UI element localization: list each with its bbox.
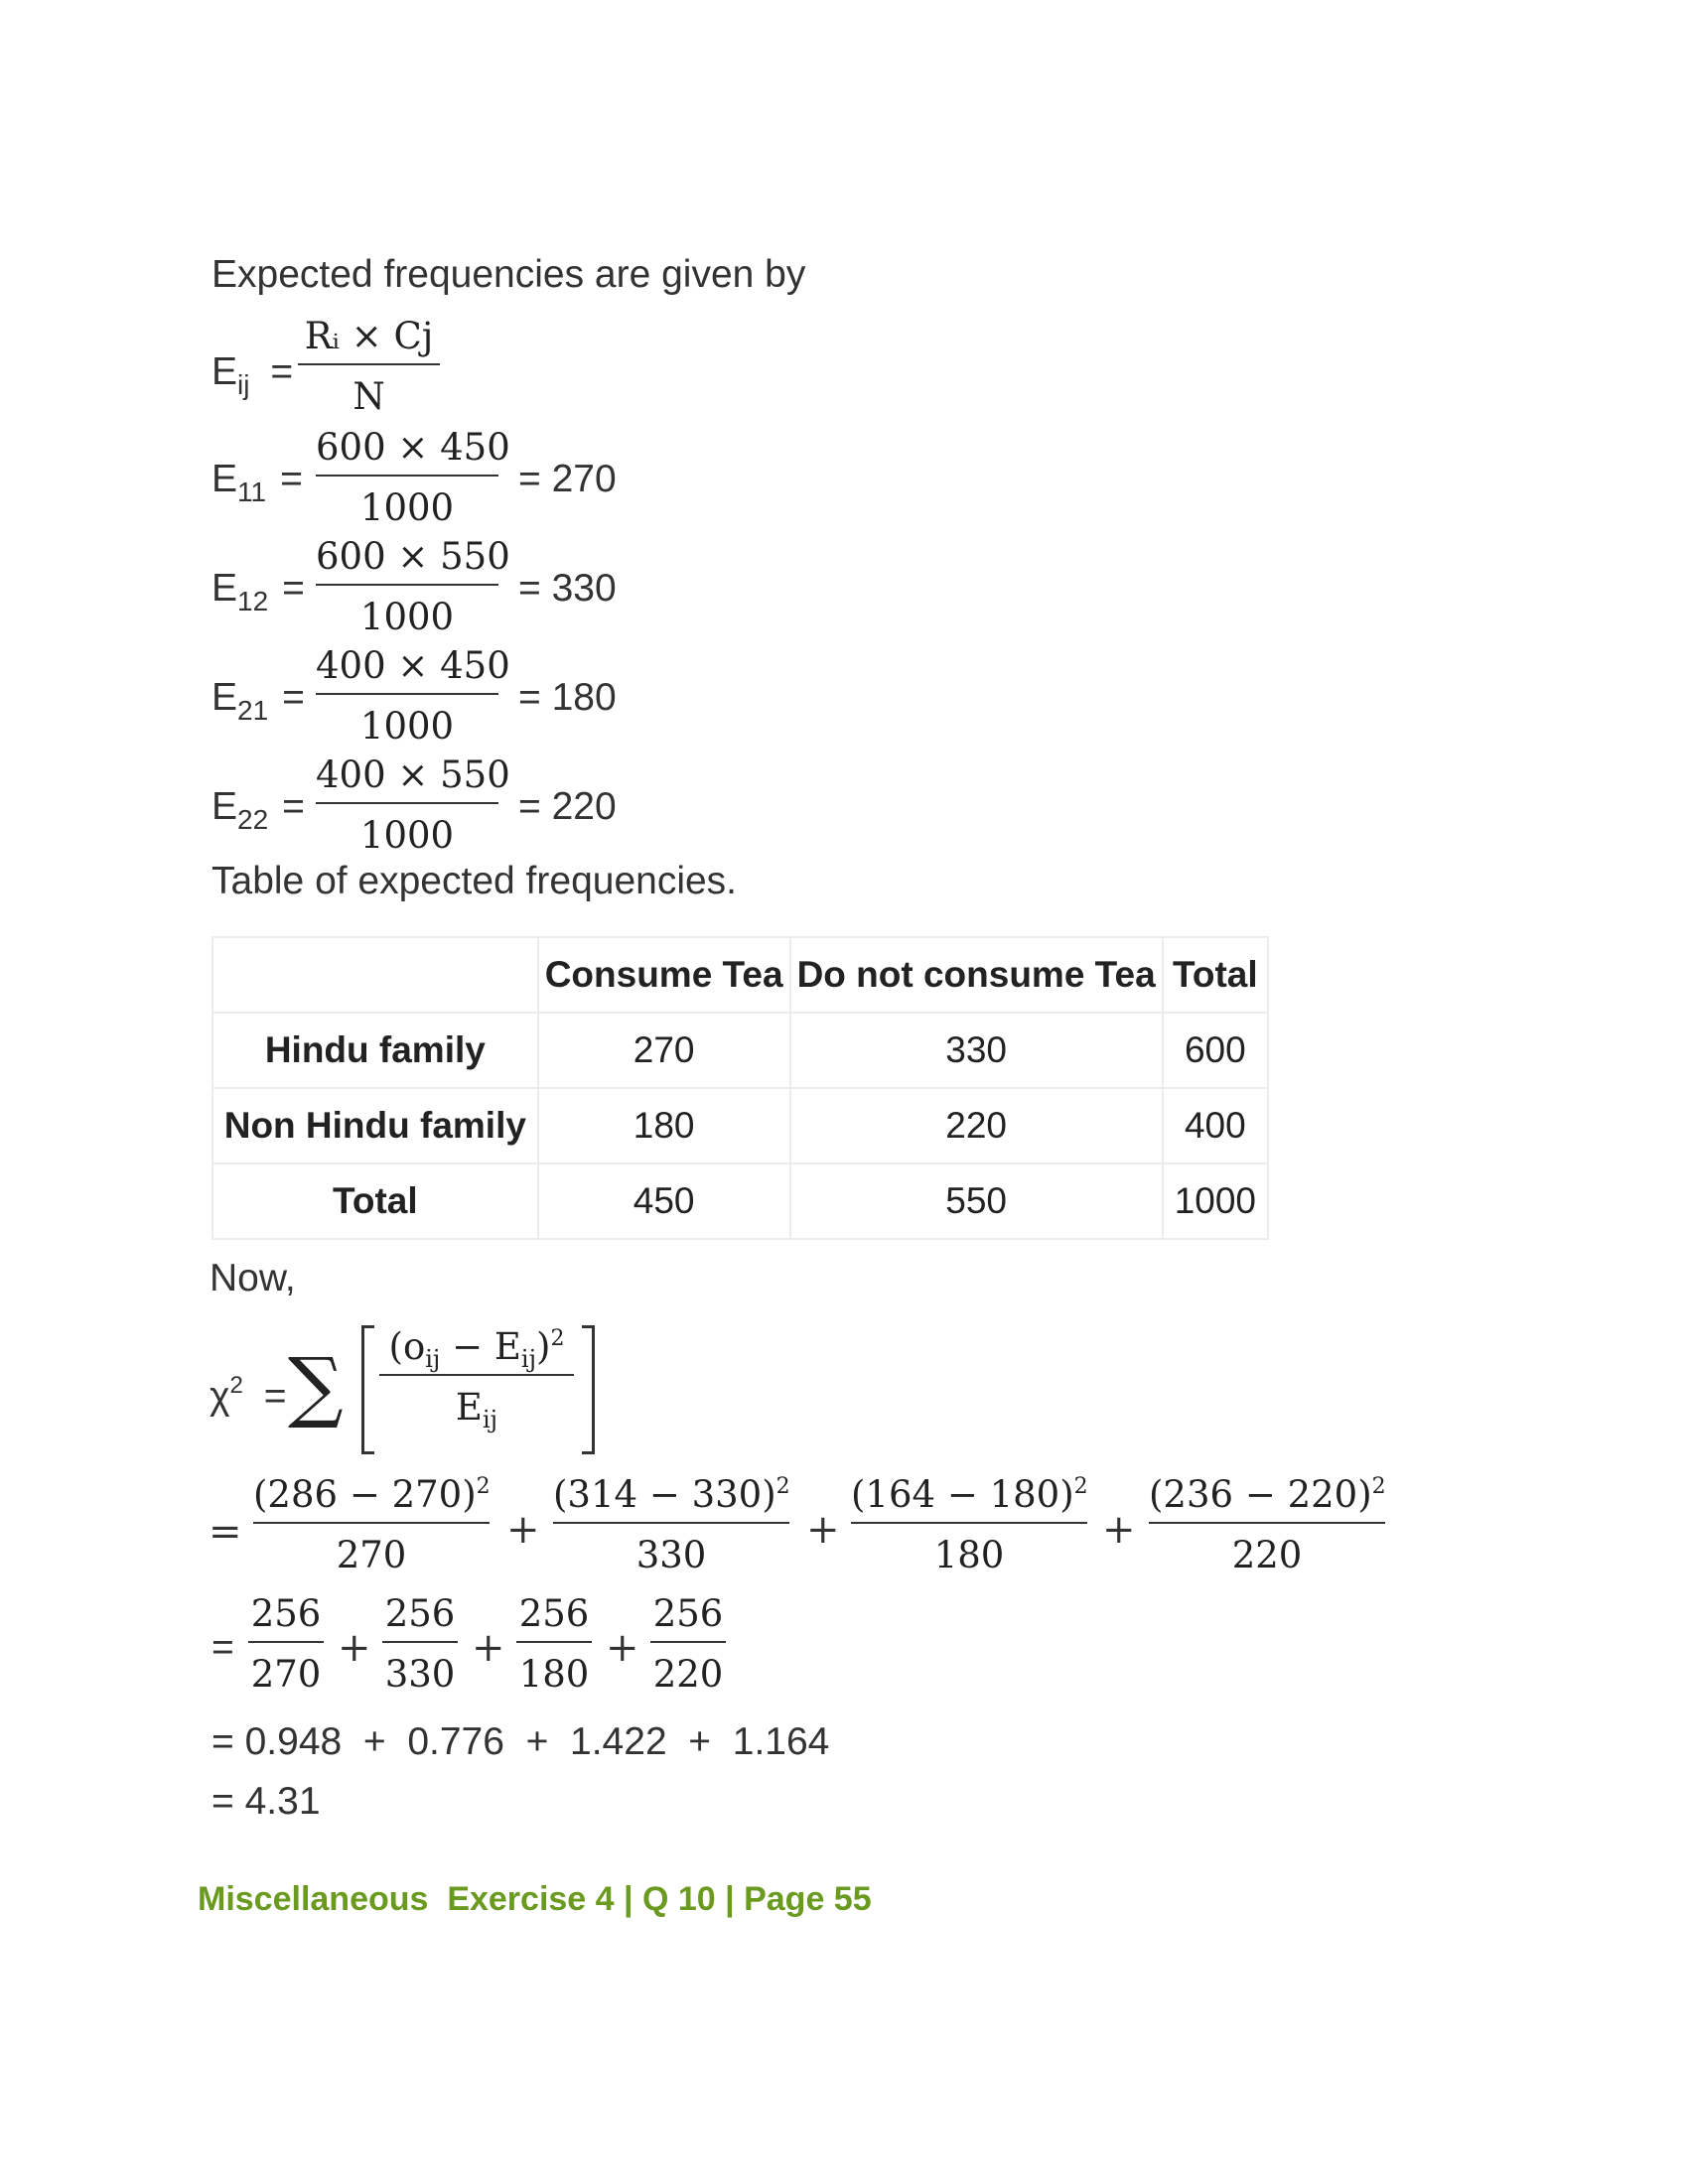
chi-symbol: χ (210, 1375, 230, 1418)
plus-sign: + (1102, 1507, 1136, 1553)
expected-result-12: = 330 (518, 567, 617, 610)
step2-numerator: 256 (652, 1592, 724, 1635)
table-cell: 450 (538, 1163, 790, 1239)
table-header-cell (212, 937, 538, 1013)
expected-frequency-table (211, 936, 1269, 1240)
fraction-bar (516, 1641, 592, 1643)
expected-lhs-11: $E_{11}$ = (211, 458, 303, 507)
formula-lhs (211, 350, 294, 400)
table-header-cell: Consume Tea (538, 937, 790, 1013)
table-header-row (212, 937, 1268, 1013)
table-cell: 180 (538, 1088, 790, 1163)
fraction-bar (316, 802, 498, 804)
fraction-bar (650, 1641, 726, 1643)
step1-denominator: 180 (933, 1534, 1005, 1576)
step2-denominator: 270 (250, 1653, 322, 1696)
step2-numerator: 256 (250, 1592, 322, 1635)
table-row-label: Total (212, 1163, 538, 1239)
formula-e: E (211, 350, 238, 393)
chi-eq: = (263, 1375, 287, 1418)
fraction-bar (382, 1641, 458, 1643)
sigma-icon: ∑ (288, 1342, 344, 1432)
step1-denominator: 330 (635, 1534, 707, 1576)
expected-sub-21: 21 (237, 695, 269, 726)
step2-numerator: 256 (518, 1592, 590, 1635)
expected-lhs-12: $E_{12}$ = (211, 567, 305, 616)
expected-lhs-21: $E_{21}$ = (211, 676, 305, 726)
chi-sup: 2 (229, 1372, 243, 1399)
fraction-bar (316, 693, 498, 695)
table-row-label: Hindu family (212, 1013, 538, 1088)
table-cell: 220 (790, 1088, 1163, 1163)
left-bracket-icon (361, 1325, 374, 1454)
chi-fraction (379, 1325, 574, 1433)
expected-denominator-11: 1000 (359, 486, 455, 529)
fraction-bar (248, 1641, 324, 1643)
step1-eq: = (209, 1509, 242, 1555)
table-cell: 270 (538, 1013, 790, 1088)
now-text: Now, (210, 1257, 296, 1299)
expected-fraction-22 (316, 753, 510, 857)
fraction-bar (316, 584, 498, 586)
formula-eq: = (270, 350, 294, 393)
step1-numerator: (286 − 270) (253, 1473, 477, 1516)
fraction-bar (298, 363, 440, 365)
table-cell: 1000 (1163, 1163, 1268, 1239)
expected-fraction-12 (316, 535, 510, 638)
step2-denominator: 220 (652, 1653, 724, 1696)
exercise-reference-link[interactable]: Miscellaneous Exercise 4 | Q 10 | Page 55 (198, 1880, 872, 1918)
expected-denominator-22: 1000 (359, 814, 455, 857)
step1-numerator: (236 − 220) (1149, 1473, 1372, 1516)
formula-fraction (298, 315, 440, 418)
step2-term-3 (516, 1592, 592, 1696)
plus-sign: + (606, 1625, 639, 1671)
fraction-bar (253, 1522, 490, 1524)
table-row-label: Non Hindu family (212, 1088, 538, 1163)
step1-term-2: $(314 - 330)^2$ 330 (553, 1473, 790, 1576)
table-cell: 330 (790, 1013, 1163, 1088)
expected-sub-12: 12 (237, 586, 269, 616)
expected-numerator-12: 600 × 550 (316, 535, 510, 578)
fraction-bar (316, 475, 498, 477)
table-cell: 400 (1163, 1088, 1268, 1163)
formula-numerator: Rᵢ × Cj (304, 315, 434, 357)
expected-denominator-21: 1000 (359, 705, 455, 748)
table-row (212, 1013, 1268, 1088)
step1-denominator: 220 (1231, 1534, 1303, 1576)
fraction-bar (553, 1522, 789, 1524)
table-caption: Table of expected frequencies. (211, 860, 738, 902)
expected-numerator-22: 400 × 550 (316, 753, 510, 796)
step2-term-1 (248, 1592, 324, 1696)
table-header-cell: Total (1163, 937, 1268, 1013)
table-cell: 600 (1163, 1013, 1268, 1088)
step2-denominator: 180 (518, 1653, 590, 1696)
step2-term-4 (650, 1592, 726, 1696)
formula-e-sub: ij (237, 369, 250, 400)
expected-numerator-21: 400 × 450 (316, 644, 510, 687)
table-cell: 550 (790, 1163, 1163, 1239)
plus-sign: + (472, 1625, 505, 1671)
step1-numerator: (314 − 330) (553, 1473, 776, 1516)
plus-sign: + (506, 1507, 540, 1553)
step3-text: = 0.948 + 0.776 + 1.422 + 1.164 (211, 1720, 830, 1763)
expected-numerator-11: 600 × 450 (316, 426, 510, 469)
step1-denominator: 270 (336, 1534, 407, 1576)
chi-denominator: $E_{ij}$ (455, 1386, 498, 1433)
step2-term-2 (382, 1592, 458, 1696)
fraction-bar (379, 1374, 574, 1376)
intro-text: Expected frequencies are given by (211, 253, 806, 296)
expected-lhs-22: $E_{22}$ = (211, 785, 305, 835)
chi-lhs (210, 1372, 287, 1418)
chi-numerator: $(o_{ij} - E_{ij})^2$ (388, 1325, 565, 1373)
expected-result-21: = 180 (518, 676, 617, 719)
expected-fraction-11 (316, 426, 510, 529)
step2-numerator: 256 (384, 1592, 456, 1635)
fraction-bar (1149, 1522, 1385, 1524)
expected-sub-11: 11 (237, 477, 267, 507)
fraction-bar (851, 1522, 1087, 1524)
right-bracket-icon (582, 1325, 595, 1454)
step1-term-1: $(286 - 270)^2$ 270 (253, 1473, 491, 1576)
step1-term-3: $(164 - 180)^2$ 180 (851, 1473, 1088, 1576)
table-row (212, 1088, 1268, 1163)
step1-term-4: $(236 - 220)^2$ 220 (1149, 1473, 1386, 1576)
step1-numerator: (164 − 180) (851, 1473, 1074, 1516)
expected-result-11: = 270 (518, 458, 617, 500)
expected-denominator-12: 1000 (359, 596, 455, 638)
expected-fraction-21 (316, 644, 510, 748)
expected-sub-22: 22 (237, 804, 269, 835)
table-row (212, 1163, 1268, 1239)
plus-sign: + (806, 1507, 840, 1553)
table-header-cell: Do not consume Tea (790, 937, 1163, 1013)
step2-denominator: 330 (384, 1653, 456, 1696)
step2-eq: = (211, 1626, 234, 1669)
plus-sign: + (338, 1625, 371, 1671)
result-text: = 4.31 (211, 1780, 321, 1823)
formula-denominator: N (352, 375, 385, 418)
expected-result-22: = 220 (518, 785, 617, 828)
